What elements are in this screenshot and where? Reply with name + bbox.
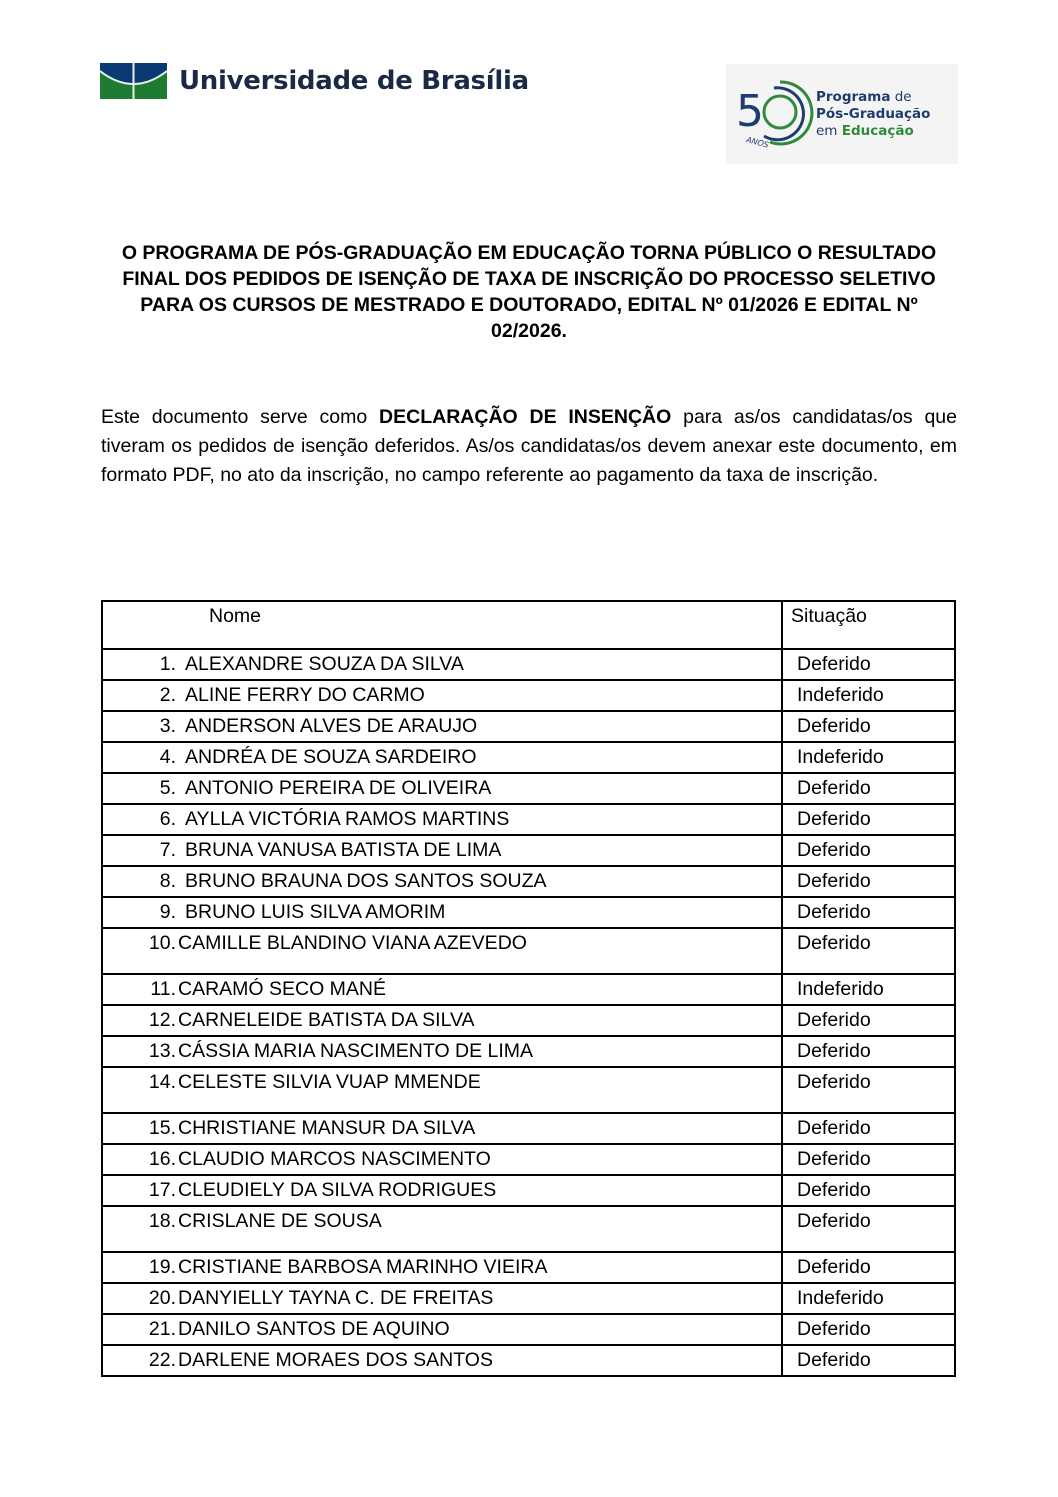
status-cell: Deferido bbox=[782, 1005, 955, 1036]
status-cell: Indeferido bbox=[782, 742, 955, 773]
ppge-line1-rest: de bbox=[890, 88, 912, 105]
candidate-name: CELESTE SILVIA VUAP MMENDE bbox=[178, 1071, 481, 1093]
candidate-name-cell bbox=[102, 1005, 782, 1036]
intro-paragraph bbox=[101, 403, 957, 490]
ppge-line3-prefix: em bbox=[816, 122, 842, 139]
candidate-name-cell bbox=[102, 1036, 782, 1067]
status-cell: Deferido bbox=[782, 1175, 955, 1206]
candidate-name: DARLENE MORAES DOS SANTOS bbox=[178, 1349, 493, 1371]
candidate-name-cell bbox=[102, 649, 782, 680]
table-row bbox=[102, 1005, 955, 1036]
candidate-name: ALEXANDRE SOUZA DA SILVA bbox=[185, 653, 464, 675]
table-row bbox=[102, 649, 955, 680]
candidate-name: ANDERSON ALVES DE ARAUJO bbox=[185, 715, 478, 737]
unb-emblem-icon bbox=[100, 63, 167, 99]
header-name: Nome bbox=[102, 601, 782, 649]
row-number: 4. bbox=[159, 746, 176, 768]
row-number: 9. bbox=[159, 901, 176, 923]
status-cell: Deferido bbox=[782, 711, 955, 742]
document-title: O PROGRAMA DE PÓS-GRADUAÇÃO EM EDUCAÇÃO TORNA PÚBLICO O RESULTADO FINAL DOS PEDIDOS DE ISENÇÃO DE TAXA DE INSCRIÇÃO DO PROCESSO SELETIVO PARA OS CURSOS DE MESTRADO E DOUTORADO, EDITAL Nº 01/2026 E EDITAL Nº 02/2026. bbox=[121, 242, 937, 342]
table-row bbox=[102, 711, 955, 742]
row-number: 15. bbox=[148, 1117, 176, 1139]
candidate-name-cell bbox=[102, 742, 782, 773]
candidate-name-cell bbox=[102, 1314, 782, 1345]
candidate-name-cell bbox=[102, 804, 782, 835]
intro-text-bold: DECLARAÇÃO DE INSENÇÃO bbox=[379, 406, 672, 428]
candidate-name-cell bbox=[102, 1283, 782, 1314]
candidate-name-cell bbox=[102, 928, 782, 974]
candidate-name: CRISTIANE BARBOSA MARINHO VIEIRA bbox=[178, 1256, 548, 1278]
status-cell: Deferido bbox=[782, 1314, 955, 1345]
candidate-name: BRUNO LUIS SILVA AMORIM bbox=[185, 901, 446, 923]
row-number: 17. bbox=[148, 1179, 176, 1201]
table-row bbox=[102, 1283, 955, 1314]
ppge-name bbox=[816, 89, 930, 140]
ppge-line3-bold: Educação bbox=[841, 122, 914, 139]
candidate-name-cell bbox=[102, 1113, 782, 1144]
row-number: 12. bbox=[148, 1009, 176, 1031]
status-cell: Indeferido bbox=[782, 974, 955, 1005]
table-row bbox=[102, 928, 955, 974]
candidate-name: CRISLANE DE SOUSA bbox=[178, 1210, 382, 1232]
candidate-name-cell bbox=[102, 1175, 782, 1206]
row-number: 21. bbox=[148, 1318, 176, 1340]
row-number: 2. bbox=[159, 684, 176, 706]
candidate-name-cell bbox=[102, 835, 782, 866]
row-number: 1. bbox=[159, 653, 176, 675]
candidate-name: CÁSSIA MARIA NASCIMENTO DE LIMA bbox=[178, 1040, 534, 1062]
candidate-name-cell bbox=[102, 897, 782, 928]
table-row bbox=[102, 1036, 955, 1067]
candidate-name: BRUNA VANUSA BATISTA DE LIMA bbox=[185, 839, 502, 861]
row-number: 16. bbox=[148, 1148, 176, 1170]
results-table bbox=[101, 600, 956, 1377]
candidate-name: CHRISTIANE MANSUR DA SILVA bbox=[178, 1117, 476, 1139]
table-row bbox=[102, 804, 955, 835]
candidate-name: ANTONIO PEREIRA DE OLIVEIRA bbox=[185, 777, 492, 799]
status-cell: Deferido bbox=[782, 1206, 955, 1252]
candidate-name: CARNELEIDE BATISTA DA SILVA bbox=[178, 1009, 475, 1031]
table-row bbox=[102, 866, 955, 897]
table-row bbox=[102, 680, 955, 711]
ppge-line2: Pós-Graduação bbox=[816, 105, 931, 122]
candidate-name: ALINE FERRY DO CARMO bbox=[185, 684, 425, 706]
status-cell: Deferido bbox=[782, 928, 955, 974]
table-row bbox=[102, 1175, 955, 1206]
table-row bbox=[102, 974, 955, 1005]
status-cell: Deferido bbox=[782, 1252, 955, 1283]
university-name: Universidade de Brasília bbox=[179, 66, 529, 96]
candidate-name: AYLLA VICTÓRIA RAMOS MARTINS bbox=[185, 808, 510, 830]
fifty-years-badge-icon bbox=[734, 74, 814, 154]
unb-logo bbox=[100, 63, 529, 99]
row-number: 11. bbox=[150, 978, 176, 1000]
table-row bbox=[102, 1144, 955, 1175]
status-cell: Indeferido bbox=[782, 680, 955, 711]
status-cell: Indeferido bbox=[782, 1283, 955, 1314]
row-number: 19. bbox=[148, 1256, 176, 1278]
table-row bbox=[102, 1345, 955, 1376]
row-number: 3. bbox=[159, 715, 176, 737]
candidate-name-cell bbox=[102, 680, 782, 711]
intro-text-before: Este documento serve como bbox=[101, 406, 380, 428]
row-number: 6. bbox=[159, 808, 176, 830]
status-cell: Deferido bbox=[782, 897, 955, 928]
status-cell: Deferido bbox=[782, 1067, 955, 1113]
row-number: 7. bbox=[159, 839, 176, 861]
candidate-name-cell bbox=[102, 974, 782, 1005]
status-cell: Deferido bbox=[782, 1345, 955, 1376]
candidate-name-cell bbox=[102, 711, 782, 742]
intro-text-after: para as/os candidatas/os que tiveram os pedidos de isenção deferidos. As/os candidatas/os devem anexar este documento, em formato PDF, no ato da inscrição, no campo referente ao pagamento da taxa de inscrição. bbox=[101, 406, 957, 486]
row-number: 18. bbox=[148, 1210, 176, 1232]
table-header-row bbox=[102, 601, 955, 649]
candidate-name: CLAUDIO MARCOS NASCIMENTO bbox=[178, 1148, 491, 1170]
row-number: 8. bbox=[159, 870, 176, 892]
table-row bbox=[102, 1206, 955, 1252]
table-row bbox=[102, 742, 955, 773]
candidate-name-cell bbox=[102, 1206, 782, 1252]
status-cell: Deferido bbox=[782, 1113, 955, 1144]
candidate-name: CARAMÓ SECO MANÉ bbox=[178, 978, 387, 1000]
table-row bbox=[102, 773, 955, 804]
candidate-name: CAMILLE BLANDINO VIANA AZEVEDO bbox=[178, 932, 527, 954]
status-cell: Deferido bbox=[782, 866, 955, 897]
status-cell: Deferido bbox=[782, 649, 955, 680]
candidate-name: CLEUDIELY DA SILVA RODRIGUES bbox=[178, 1179, 497, 1201]
status-cell: Deferido bbox=[782, 1036, 955, 1067]
header-status: Situação bbox=[782, 601, 955, 649]
candidate-name-cell bbox=[102, 866, 782, 897]
svg-text:5: 5 bbox=[736, 86, 764, 137]
status-cell: Deferido bbox=[782, 835, 955, 866]
table-row bbox=[102, 1252, 955, 1283]
candidate-name-cell bbox=[102, 773, 782, 804]
table-row bbox=[102, 1314, 955, 1345]
status-cell: Deferido bbox=[782, 773, 955, 804]
row-number: 14. bbox=[148, 1071, 176, 1093]
status-cell: Deferido bbox=[782, 1144, 955, 1175]
table-row bbox=[102, 897, 955, 928]
ppge-line1-bold: Programa bbox=[816, 88, 891, 105]
candidate-name-cell bbox=[102, 1144, 782, 1175]
candidate-name: BRUNO BRAUNA DOS SANTOS SOUZA bbox=[185, 870, 547, 892]
candidate-name-cell bbox=[102, 1067, 782, 1113]
table-row bbox=[102, 1113, 955, 1144]
status-cell: Deferido bbox=[782, 804, 955, 835]
row-number: 20. bbox=[148, 1287, 176, 1309]
row-number: 22. bbox=[148, 1349, 176, 1371]
candidate-name: DANYIELLY TAYNA C. DE FREITAS bbox=[178, 1287, 494, 1309]
svg-text:ANOS: ANOS bbox=[745, 135, 770, 150]
row-number: 5. bbox=[159, 777, 176, 799]
table-row bbox=[102, 1067, 955, 1113]
candidate-name-cell bbox=[102, 1345, 782, 1376]
ppge-logo bbox=[726, 64, 958, 164]
candidate-name: DANILO SANTOS DE AQUINO bbox=[178, 1318, 450, 1340]
candidate-name: ANDRÉA DE SOUZA SARDEIRO bbox=[185, 746, 477, 768]
row-number: 13. bbox=[148, 1040, 176, 1062]
candidate-name-cell bbox=[102, 1252, 782, 1283]
row-number: 10. bbox=[148, 932, 176, 954]
table-row bbox=[102, 835, 955, 866]
